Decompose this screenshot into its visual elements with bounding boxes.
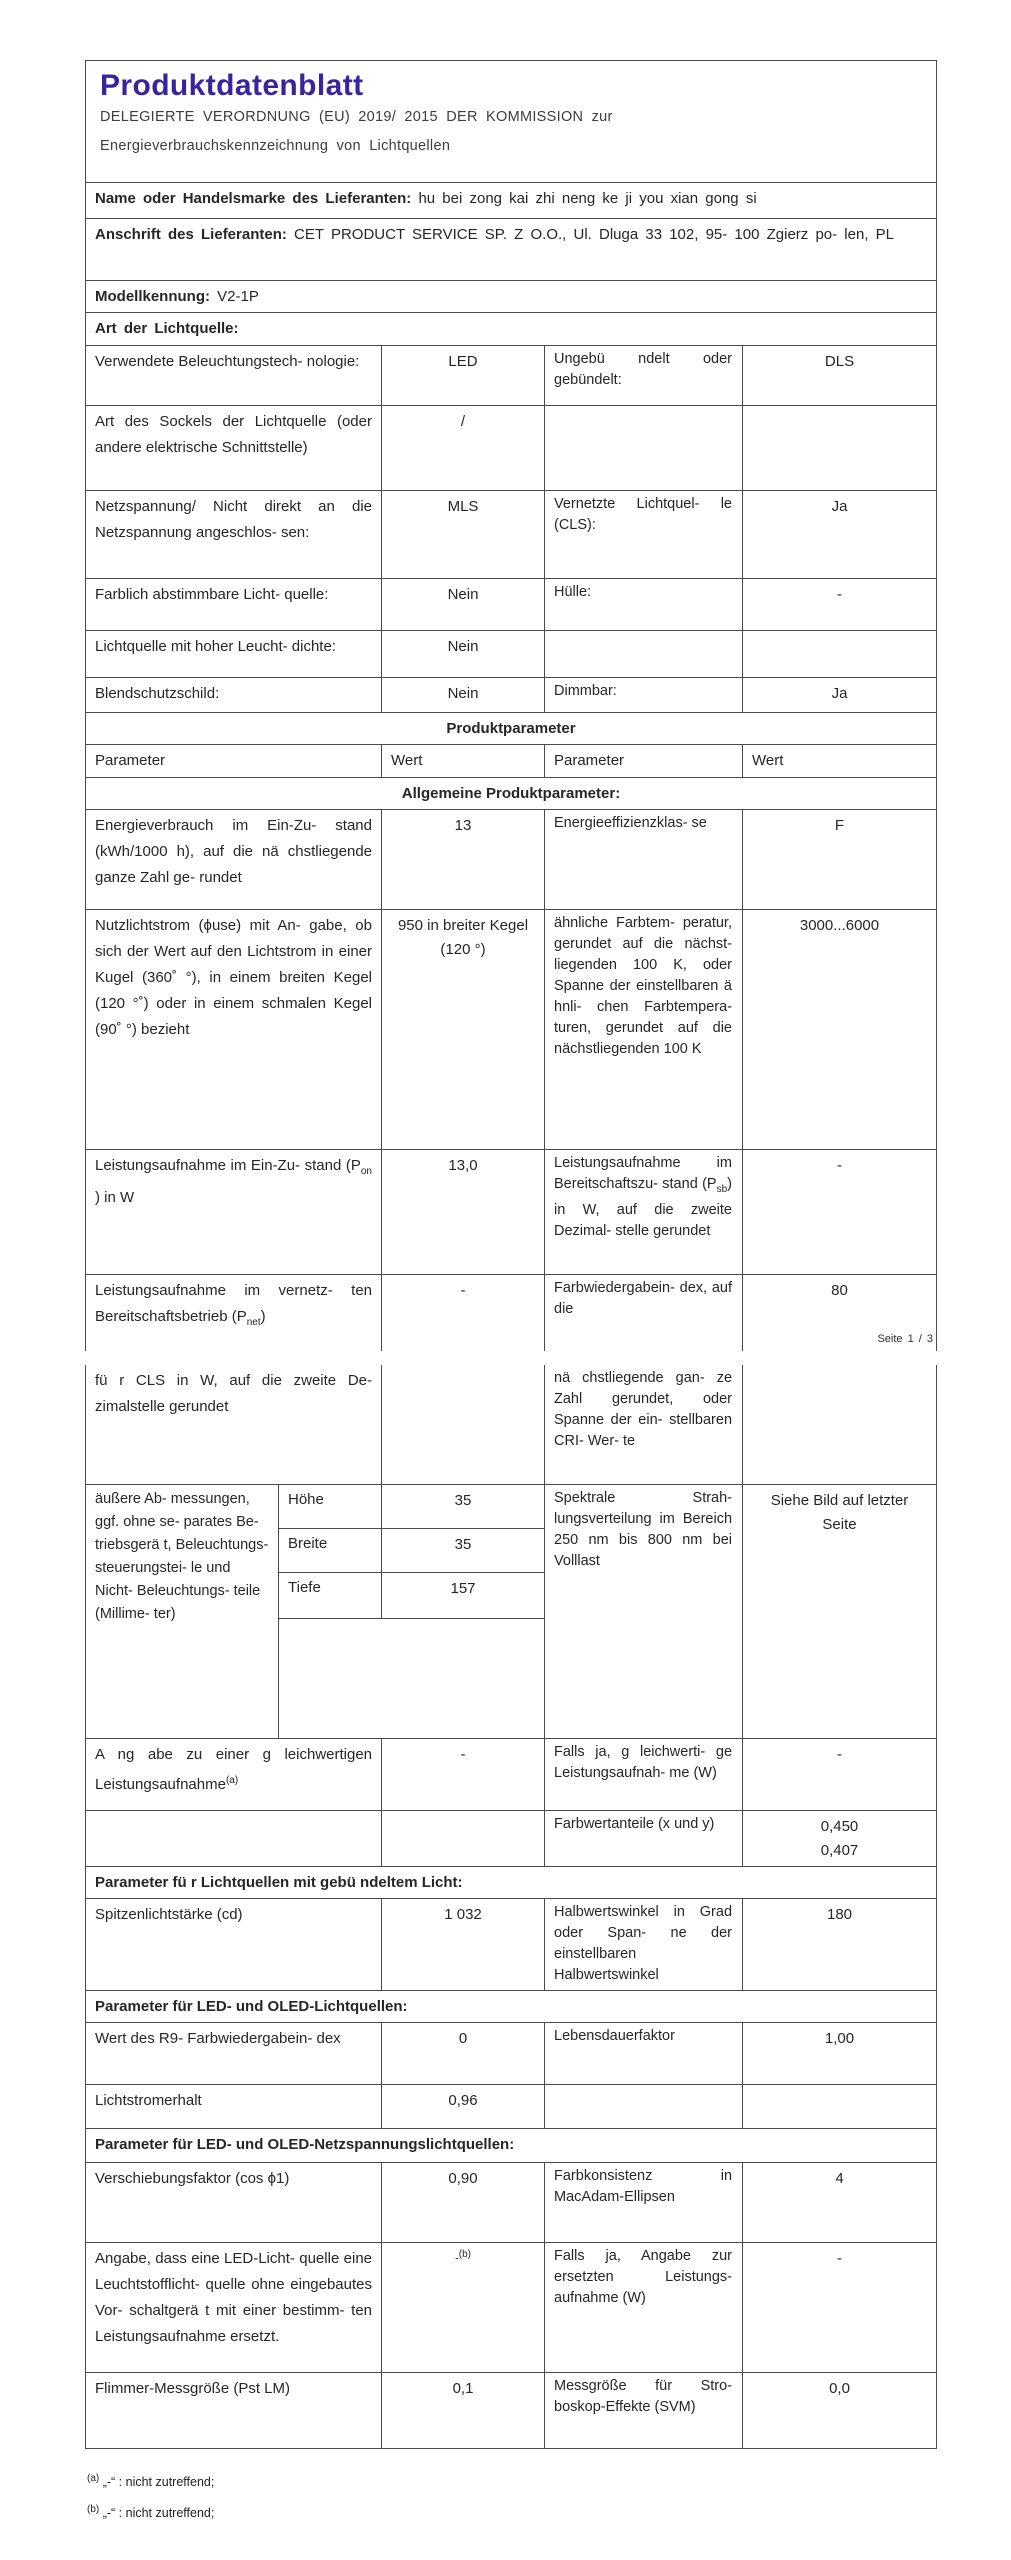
param-value: 80: [743, 1275, 937, 1351]
param-value: -: [743, 1150, 937, 1275]
footnote-b: [87, 2496, 936, 2527]
param-value: 180: [743, 1899, 937, 1991]
supplier-name-row: [86, 183, 937, 219]
param-value: F: [743, 810, 937, 910]
param-label: Netzspannung/ Nicht direkt an die Netzspannung angeschlos- sen:: [86, 491, 382, 579]
page-title: Produktdatenblatt: [100, 69, 364, 102]
model-id-value: V2-1P: [217, 288, 259, 305]
regulation-line-1: DELEGIERTE VERORDNUNG (EU) 2019/ 2015 DER KOMMISSION zur: [100, 109, 613, 125]
column-header: Parameter: [86, 745, 382, 778]
param-value: [743, 406, 937, 491]
table-row: [86, 910, 937, 1150]
param-label: Art des Sockels der Lichtquelle (oder andere elektrische Schnittstelle): [86, 406, 382, 491]
param-label: Falls ja, g leichwerti- ge Leistungsaufnah- me (W): [545, 1739, 743, 1811]
param-value: [743, 631, 937, 678]
table-row: [86, 406, 937, 491]
supplier-address-label: Anschrift des Lieferanten:: [95, 226, 287, 243]
supplier-name-value: hu bei zong kai zhi neng ke ji you xian gong si: [418, 190, 757, 207]
supplier-address-row: [86, 219, 937, 281]
light-source-type-label: Art der Lichtquelle:: [95, 320, 239, 337]
dimension-value: 157: [382, 1573, 545, 1619]
param-value: 0,450 0,407: [743, 1811, 937, 1867]
section-title-led-mains: Parameter für LED- und OLED-Netzspannungslichtquellen:: [86, 2129, 937, 2163]
param-label: Lebensdauerfaktor: [545, 2023, 743, 2085]
table-row: [86, 579, 937, 631]
param-label: Farblich abstimmbare Licht- quelle:: [86, 579, 382, 631]
param-value: 950 in breiter Kegel (120 °): [382, 910, 545, 1150]
param-value: 0: [382, 2023, 545, 2085]
param-value: 0,90: [382, 2163, 545, 2243]
light-source-type-row: [86, 313, 937, 346]
param-label: fü r CLS in W, auf die zweite De- zimalstelle gerundet: [86, 1365, 382, 1485]
param-value: Nein: [382, 678, 545, 713]
param-value: 0,1: [382, 2373, 545, 2449]
dimension-value: 35: [382, 1485, 545, 1529]
param-label: ähnliche Farbtem- peratur, gerundet auf die nächst- liegenden 100 K, oder Spanne der einstellbaren ä hnli- chen Farbtempera- turen, gerundet auf die nächstliegenden 100 K: [545, 910, 743, 1150]
regulation-line-2: Energieverbrauchskennzeichnung von Lichtquellen: [100, 138, 451, 154]
footnote-a-mark: (a): [87, 2473, 100, 2484]
param-value: 13: [382, 810, 545, 910]
param-label: Farbwertanteile (x und y): [545, 1811, 743, 1867]
table-row: [86, 1739, 937, 1811]
param-label: Spektrale Strah- lungsverteilung im Bereich 250 nm bis 800 nm bei Volllast: [545, 1485, 743, 1739]
param-label: Nutzlichtstrom (ϕuse) mit An- gabe, ob sich der Wert auf den Lichtstrom in einer Kugel (360˚ °), in einem breiten Kegel (120 °˚) oder in einem schmalen Kegel (90˚ °) bezieht: [86, 910, 382, 1150]
param-value: Ja: [743, 491, 937, 579]
param-value: 0,96: [382, 2085, 545, 2129]
param-value: Ja: [743, 678, 937, 713]
footnotes: [85, 2465, 936, 2527]
param-label: Spitzenlichtstärke (cd): [86, 1899, 382, 1991]
param-value: -: [743, 1739, 937, 1811]
column-header: Wert: [743, 745, 937, 778]
table-row: [86, 678, 937, 713]
section-title-beamed-light: Parameter fü r Lichtquellen mit gebü ndeltem Licht:: [86, 1867, 937, 1899]
page-number: Seite 1 / 3: [877, 1332, 933, 1345]
supplier-address-value: CET PRODUCT SERVICE SP. Z O.O., Ul. Dluga 33 102, 95- 100 Zgierz po- len, PL: [294, 226, 895, 243]
param-value: Nein: [382, 579, 545, 631]
section-title-general-params: Allgemeine Produktparameter:: [86, 778, 937, 810]
param-value-empty: [743, 1365, 937, 1485]
param-label: Halbwertswinkel in Grad oder Span- ne der einstellbaren Halbwertswinkel: [545, 1899, 743, 1991]
footnote-a: [87, 2465, 936, 2496]
table-row: [86, 2163, 937, 2243]
dimension-name: Höhe: [279, 1485, 382, 1529]
param-label: Blendschutzschild:: [86, 678, 382, 713]
param-value: 13,0: [382, 1150, 545, 1275]
table-row: [86, 2085, 937, 2129]
param-label: Leistungsaufnahme im vernetz- ten Bereitschaftsbetrieb $(P_{net})$: [86, 1275, 382, 1351]
param-label: Verschiebungsfaktor (cos ϕ1): [86, 2163, 382, 2243]
datasheet-table-page1: [85, 60, 937, 1351]
table-row: [86, 2243, 937, 2373]
supplier-name-label: Name oder Handelsmarke des Lieferanten:: [95, 190, 412, 207]
model-id-row: [86, 281, 937, 313]
param-value: -: [382, 1275, 545, 1351]
param-value-empty: [382, 1365, 545, 1485]
empty-cell: [86, 1811, 382, 1867]
datasheet-table-page2: [85, 1365, 937, 2450]
param-value: 1 032: [382, 1899, 545, 1991]
table-row: [86, 2373, 937, 2449]
footnote-a-text: „-“ : nicht zutreffend;: [102, 2475, 215, 2490]
param-label: Hülle:: [545, 579, 743, 631]
param-value: -: [382, 1739, 545, 1811]
param-label: [545, 631, 743, 678]
section-title-produktparameter: Produktparameter: [86, 713, 937, 745]
param-value: DLS: [743, 346, 937, 406]
footnote-b-mark: (b): [87, 2504, 100, 2516]
header-block: [86, 61, 937, 183]
param-label: Leistungsaufnahme im Bereitschaftszu- stand $(P_{sb})$ in W, auf die zweite Dezimal- stelle gerundet: [545, 1150, 743, 1275]
param-value: 0,0: [743, 2373, 937, 2449]
param-value: /: [382, 406, 545, 491]
param-label: Vernetzte Lichtquel- le (CLS):: [545, 491, 743, 579]
dimension-name: Breite: [279, 1529, 382, 1573]
param-label: Verwendete Beleuchtungstech- nologie:: [86, 346, 382, 406]
table-row: [86, 631, 937, 678]
param-label: Wert des R9- Farbwiedergabein- dex: [86, 2023, 382, 2085]
param-label: Farbwiedergabein- dex, auf die: [545, 1275, 743, 1351]
param-value: -$^{(b)}$: [382, 2243, 545, 2373]
table-row: [86, 491, 937, 579]
param-value: MLS: [382, 491, 545, 579]
table-row: [86, 810, 937, 910]
table-row: [86, 1150, 937, 1275]
param-value: -: [743, 579, 937, 631]
param-label: Lichtquelle mit hoher Leucht- dichte:: [86, 631, 382, 678]
column-header: Wert: [382, 745, 545, 778]
empty-cell: [279, 1619, 545, 1739]
param-label: Dimmbar:: [545, 678, 743, 713]
table-row: [86, 2023, 937, 2085]
param-value: -: [743, 2243, 937, 2373]
param-value: Nein: [382, 631, 545, 678]
param-label: nä chstliegende gan- ze Zahl gerundet, oder Spanne der ein- stellbaren CRI- Wer- te: [545, 1365, 743, 1485]
param-label: Flimmer-Messgröße (Pst LM): [86, 2373, 382, 2449]
param-label: Leistungsaufnahme im Ein-Zu- stand ($P_{on}$ ) in W: [86, 1150, 382, 1275]
table-row-continued: [86, 1365, 937, 1485]
product-datasheet-document: [85, 60, 936, 2527]
column-header-row: [86, 745, 937, 778]
param-label: Energieverbrauch im Ein-Zu- stand (kWh/1000 h), auf die nä chstliegende ganze Zahl ge- rundet: [86, 810, 382, 910]
param-label: Energieeffizienzklas- se: [545, 810, 743, 910]
column-header: Parameter: [545, 745, 743, 778]
table-row: [86, 1811, 937, 1867]
param-value: 4: [743, 2163, 937, 2243]
param-label: Farbkonsistenz in MacAdam-Ellipsen: [545, 2163, 743, 2243]
param-value: LED: [382, 346, 545, 406]
param-value-empty: [382, 1811, 545, 1867]
dimension-name: Tiefe: [279, 1573, 382, 1619]
param-label: [545, 406, 743, 491]
table-row: [86, 346, 937, 406]
param-label: Ungebü ndelt oder gebündelt:: [545, 346, 743, 406]
dimensions-row: [86, 1485, 937, 1529]
footnote-b-text: „-“ : nicht zutreffend;: [102, 2506, 215, 2521]
dimension-value: 35: [382, 1529, 545, 1573]
section-title-led-oled: Parameter für LED- und OLED-Lichtquellen:: [86, 1991, 937, 2023]
model-id-label: Modellkennung:: [95, 288, 210, 305]
table-row: [86, 1899, 937, 1991]
param-value-empty: [743, 2085, 937, 2129]
param-value: 1,00: [743, 2023, 937, 2085]
param-label: Falls ja, Angabe zur ersetzten Leistungs- aufnahme (W): [545, 2243, 743, 2373]
param-label-empty: [545, 2085, 743, 2129]
param-value: Siehe Bild auf letzter Seite: [743, 1485, 937, 1739]
param-value: 3000...6000: [743, 910, 937, 1150]
param-label: A ng abe zu einer g leichwertigen Leistungsaufnahme$^{(a)}$: [86, 1739, 382, 1811]
param-label: Angabe, dass eine LED-Licht- quelle eine Leuchtstofflicht- quelle ohne eingebautes Vor- schaltgerä t mit einer bestimm- ten Leistungsaufnahme ersetzt.: [86, 2243, 382, 2373]
param-label: Lichtstromerhalt: [86, 2085, 382, 2129]
param-label: Messgröße für Stro- boskop-Effekte (SVM): [545, 2373, 743, 2449]
dimensions-label: äußere Ab- messungen, ggf. ohne se- parates Be- triebsgerä t, Beleuchtungs- steuerungstei- le und Nicht- Beleuchtungs- teile (Millime- ter): [86, 1485, 279, 1739]
